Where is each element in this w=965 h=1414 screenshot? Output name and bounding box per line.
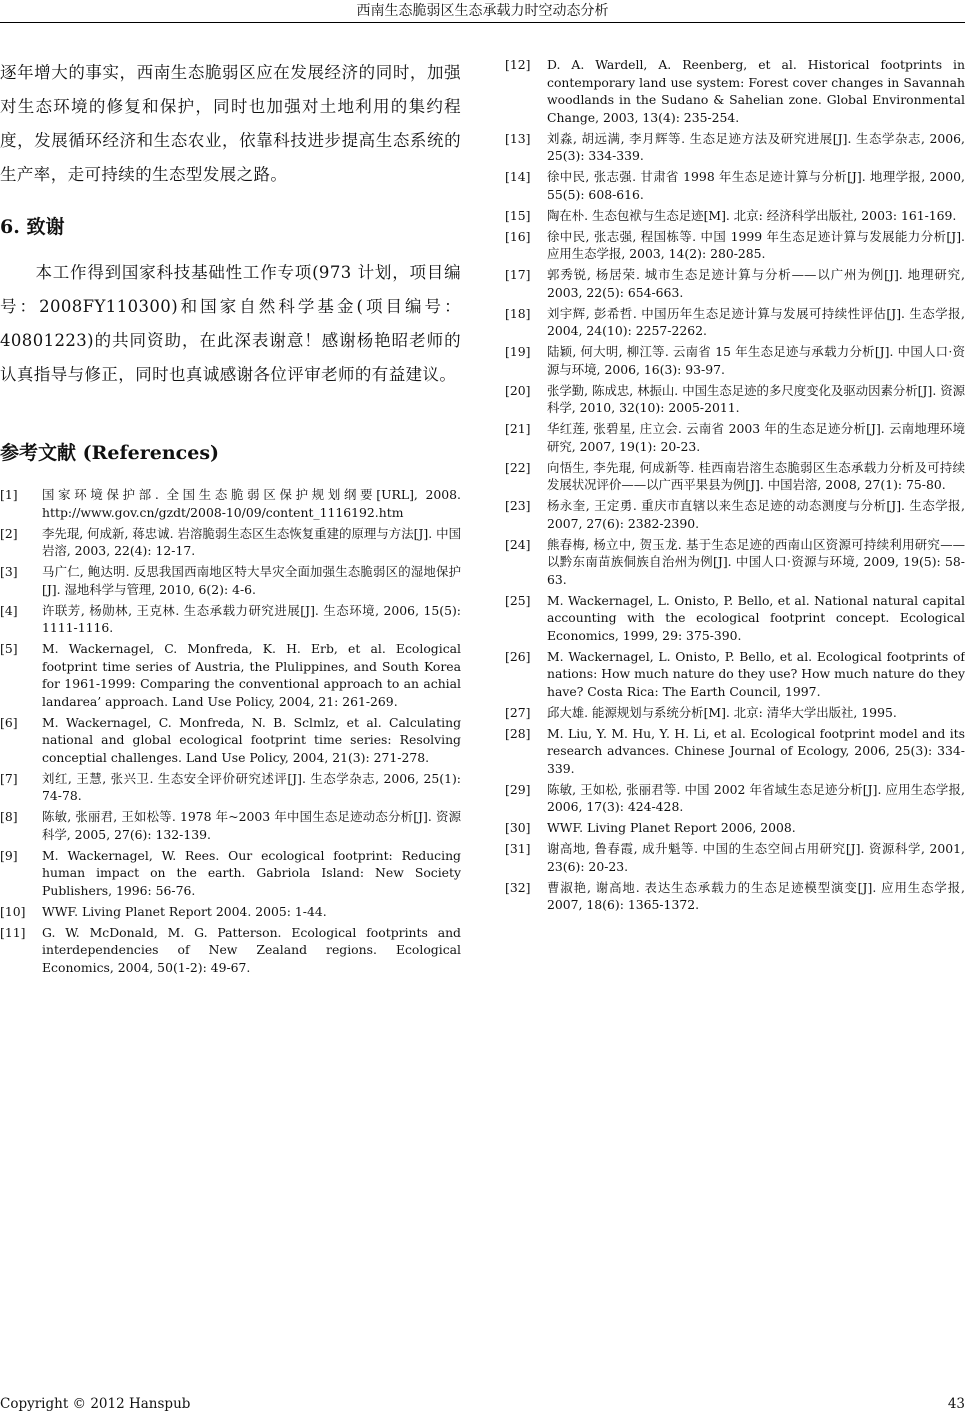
reference-item <box>505 592 965 645</box>
reference-text: 向悟生, 李先琨, 何成新等. 桂西南岩溶生态脆弱区生态承载力分析及可持续发展状况评价——以广西平果县为例[J]. 中国岩溶, 2008, 27(1): 75-80. <box>547 459 965 492</box>
reference-list-left <box>0 486 461 976</box>
reference-number: [32] <box>505 879 531 895</box>
reference-number: [28] <box>505 725 531 741</box>
page-number: 43 <box>947 1396 965 1412</box>
reference-text: 李先琨, 何成新, 蒋忠诚. 岩溶脆弱生态区生态恢复重建的原理与方法[J]. 中国岩溶, 2003, 22(4): 12-17. <box>42 525 461 558</box>
reference-text: 华红莲, 张碧星, 庄立会. 云南省 2003 年的生态足迹分析[J]. 云南地理环境研究, 2007, 19(1): 20-23. <box>547 421 965 454</box>
reference-item <box>505 459 965 494</box>
reference-text: M. Wackernagel, L. Onisto, P. Bello, et al. National natural capital accounting with the ecological footprint concept. Ecological Economics, 1999, 29: 375-390. <box>547 592 965 643</box>
reference-item <box>505 168 965 203</box>
acknowledgement-heading: 6. 致谢 <box>0 216 65 238</box>
reference-number: [17] <box>505 267 531 282</box>
reference-item <box>505 420 965 455</box>
reference-item <box>0 714 461 767</box>
reference-number: [10] <box>0 903 26 919</box>
reference-item <box>505 207 965 225</box>
reference-number: [11] <box>0 924 26 940</box>
reference-number: [31] <box>505 841 531 856</box>
reference-text: 郭秀锐, 杨居荣. 城市生态足迹计算与分析——以广州为例[J]. 地理研究, 2003, 22(5): 654-663. <box>547 267 965 300</box>
reference-number: [16] <box>505 228 531 244</box>
references-heading: 参考文献 (References) <box>0 442 220 464</box>
reference-number: [23] <box>505 498 531 513</box>
left-column <box>0 56 461 980</box>
reference-number: [1] <box>0 487 18 502</box>
reference-item <box>0 486 461 521</box>
reference-item <box>0 924 461 977</box>
reference-item <box>505 536 965 589</box>
reference-number: [12] <box>505 57 531 72</box>
acknowledgement-paragraph: 本工作得到国家科技基础性工作专项(973 计划，项目编号：2008FY110300)和国家自然科学基金(项目编号：40801223)的共同资助，在此深表谢意！感谢杨艳昭老师的认真指导与修正，同时也真诚感谢各位评审老师的有益建议。 <box>0 263 461 384</box>
right-column <box>505 56 965 917</box>
reference-item <box>505 648 965 701</box>
reference-text: WWF. Living Planet Report 2004. 2005: 1-44. <box>42 903 327 919</box>
reference-item <box>0 847 461 900</box>
reference-number: [15] <box>505 207 531 223</box>
reference-number: [6] <box>0 714 18 730</box>
reference-text: 曹淑艳, 谢高地. 表达生态承载力的生态足迹模型演变[J]. 应用生态学报, 2007, 18(6): 1365-1372. <box>547 879 965 912</box>
reference-number: [25] <box>505 592 531 608</box>
reference-text: 熊春梅, 杨立中, 贺玉龙. 基于生态足迹的西南山区资源可持续利用研究——以黔东南苗族侗族自治州为例[J]. 中国人口·资源与环境, 2009, 19(5): 58-63. <box>547 536 965 587</box>
reference-text: 张学勤, 陈成忠, 林振山. 中国生态足迹的多尺度变化及驱动因素分析[J]. 资源科学, 2010, 32(10): 2005-2011. <box>547 382 965 415</box>
reference-item <box>505 266 965 301</box>
reference-text: M. Liu, Y. M. Hu, Y. H. Li, et al. Ecological footprint model and its research advances. Chinese Journal of Ecology, 2006, 25(3): 334-339. <box>547 725 965 776</box>
copyright-footer: Copyright © 2012 Hanspub <box>0 1396 191 1412</box>
reference-number: [14] <box>505 169 531 184</box>
reference-text: M. Wackernagel, L. Onisto, P. Bello, et al. Ecological footprints of nations: How much nature do they use? How much nature do they have? Costa Rica: The Earth Council, 1997. <box>547 648 965 699</box>
reference-item <box>505 382 965 417</box>
reference-text: M. Wackernagel, W. Rees. Our ecological footprint: Reducing human impact on the earth. Gabriola Island: New Society Publishers, 1996: 56-76. <box>42 847 461 898</box>
reference-number: [24] <box>505 536 531 552</box>
reference-item <box>505 497 965 532</box>
running-header: 西南生态脆弱区生态承载力时空动态分析 <box>0 0 965 23</box>
conclusion-paragraph: 逐年增大的事实，西南生态脆弱区应在发展经济的同时，加强对生态环境的修复和保护，同时也加强对土地利用的集约程度，发展循环经济和生态农业，依靠科技进步提高生态系统的生产率，走可持续的生态型发展之路。 <box>0 63 461 184</box>
reference-item <box>505 305 965 340</box>
reference-text: 邱大雄. 能源规划与系统分析[M]. 北京: 清华大学出版社, 1995. <box>547 704 897 720</box>
reference-text: 徐中民, 张志强. 甘肃省 1998 年生态足迹计算与分析[J]. 地理学报, 2000, 55(5): 608-616. <box>547 169 965 202</box>
reference-item <box>0 602 461 637</box>
reference-text: WWF. Living Planet Report 2006, 2008. <box>547 820 796 835</box>
reference-number: [13] <box>505 130 531 146</box>
reference-number: [2] <box>0 525 18 541</box>
reference-item <box>0 563 461 598</box>
reference-text: 马广仁, 鲍达明. 反思我国西南地区特大旱灾全面加强生态脆弱区的湿地保护[J]. 湿地科学与管理, 2010, 6(2): 4-6. <box>42 564 461 597</box>
reference-text: 徐中民, 张志强, 程国栋等. 中国 1999 年生态足迹计算与发展能力分析[J]. 应用生态学报, 2003, 14(2): 280-285. <box>547 228 965 261</box>
reference-item <box>0 808 461 843</box>
reference-item <box>505 56 965 126</box>
reference-text: 陈敏, 王如松, 张丽君等. 中国 2002 年省域生态足迹分析[J]. 应用生态学报, 2006, 17(3): 424-428. <box>547 781 965 814</box>
reference-text: 杨永奎, 王定勇. 重庆市直辖以来生态足迹的动态测度与分析[J]. 生态学报, 2007, 27(6): 2382-2390. <box>547 498 965 531</box>
reference-item <box>0 640 461 710</box>
reference-item <box>505 840 965 875</box>
reference-number: [9] <box>0 847 18 863</box>
reference-number: [30] <box>505 820 531 835</box>
reference-item <box>505 781 965 816</box>
reference-text: 陆颖, 何大明, 柳江等. 云南省 15 年生态足迹与承载力分析[J]. 中国人口·资源与环境, 2006, 16(3): 93-97. <box>547 344 965 377</box>
reference-number: [7] <box>0 770 18 786</box>
reference-item <box>0 903 461 921</box>
reference-item <box>505 725 965 778</box>
reference-number: [22] <box>505 459 531 475</box>
reference-text: 陶在朴. 生态包袱与生态足迹[M]. 北京: 经济科学出版社, 2003: 161-169. <box>547 207 957 223</box>
reference-item <box>505 343 965 378</box>
reference-number: [21] <box>505 421 531 436</box>
reference-text: 陈敏, 张丽君, 王如松等. 1978 年~2003 年中国生态足迹动态分析[J]. 资源科学, 2005, 27(6): 132-139. <box>42 809 461 842</box>
reference-text: D. A. Wardell, A. Reenberg, et al. Historical footprints in contemporary land use system: Forest cover changes in Savannah woodlands in the Sudano & Sahelian zone. Global Environmental Change, 2003, 13(4): 235-254. <box>547 57 965 125</box>
reference-text: 国家环境保护部. 全国生态脆弱区保护规划纲要[URL], 2008. http://www.gov.cn/gzdt/2008-10/09/content_1116192.htm <box>42 487 461 520</box>
reference-number: [3] <box>0 564 18 579</box>
reference-item <box>505 228 965 263</box>
reference-text: 刘宇辉, 彭希哲. 中国历年生态足迹计算与发展可持续性评估[J]. 生态学报, 2004, 24(10): 2257-2262. <box>547 305 965 338</box>
reference-number: [20] <box>505 382 531 398</box>
reference-text: 刘淼, 胡远满, 李月辉等. 生态足迹方法及研究进展[J]. 生态学杂志, 2006, 25(3): 334-339. <box>547 130 965 163</box>
reference-item <box>505 819 965 837</box>
reference-number: [5] <box>0 641 18 656</box>
reference-item <box>0 525 461 560</box>
reference-text: 谢高地, 鲁春霞, 成升魁等. 中国的生态空间占用研究[J]. 资源科学, 2001, 23(6): 20-23. <box>547 841 965 874</box>
reference-text: M. Wackernagel, C. Monfreda, N. B. Sclmlz, et al. Calculating national and global ecological footprint time series: Resolving conceptial challenges. Land Use Policy, 2004, 21(3): 271-278. <box>42 714 461 765</box>
reference-item <box>505 130 965 165</box>
reference-number: [19] <box>505 344 531 359</box>
reference-item <box>505 879 965 914</box>
reference-number: [18] <box>505 305 531 321</box>
reference-number: [29] <box>505 781 531 797</box>
reference-item <box>0 770 461 805</box>
reference-text: 刘红, 王慧, 张兴卫. 生态安全评价研究述评[J]. 生态学杂志, 2006, 25(1): 74-78. <box>42 770 461 803</box>
reference-text: G. W. McDonald, M. G. Patterson. Ecological footprints and interdependencies of New Zealand regions. Ecological Economics, 2004, 50(1-2): 49-67. <box>42 924 461 975</box>
reference-number: [27] <box>505 704 531 720</box>
reference-number: [26] <box>505 648 531 664</box>
reference-text: 许联芳, 杨勋林, 王克林. 生态承载力研究进展[J]. 生态环境, 2006, 15(5): 1111-1116. <box>42 602 461 635</box>
reference-number: [8] <box>0 809 18 824</box>
reference-number: [4] <box>0 602 18 618</box>
reference-text: M. Wackernagel, C. Monfreda, K. H. Erb, et al. Ecological footprint time series of Austria, the Plulippines, and South Korea for 1961-1999: Comparing the conventional approach to an achial landarea’ approach. Land Use Policy, 2004, 21: 261-269. <box>42 641 461 709</box>
reference-list-right <box>505 56 965 914</box>
reference-item <box>505 704 965 722</box>
